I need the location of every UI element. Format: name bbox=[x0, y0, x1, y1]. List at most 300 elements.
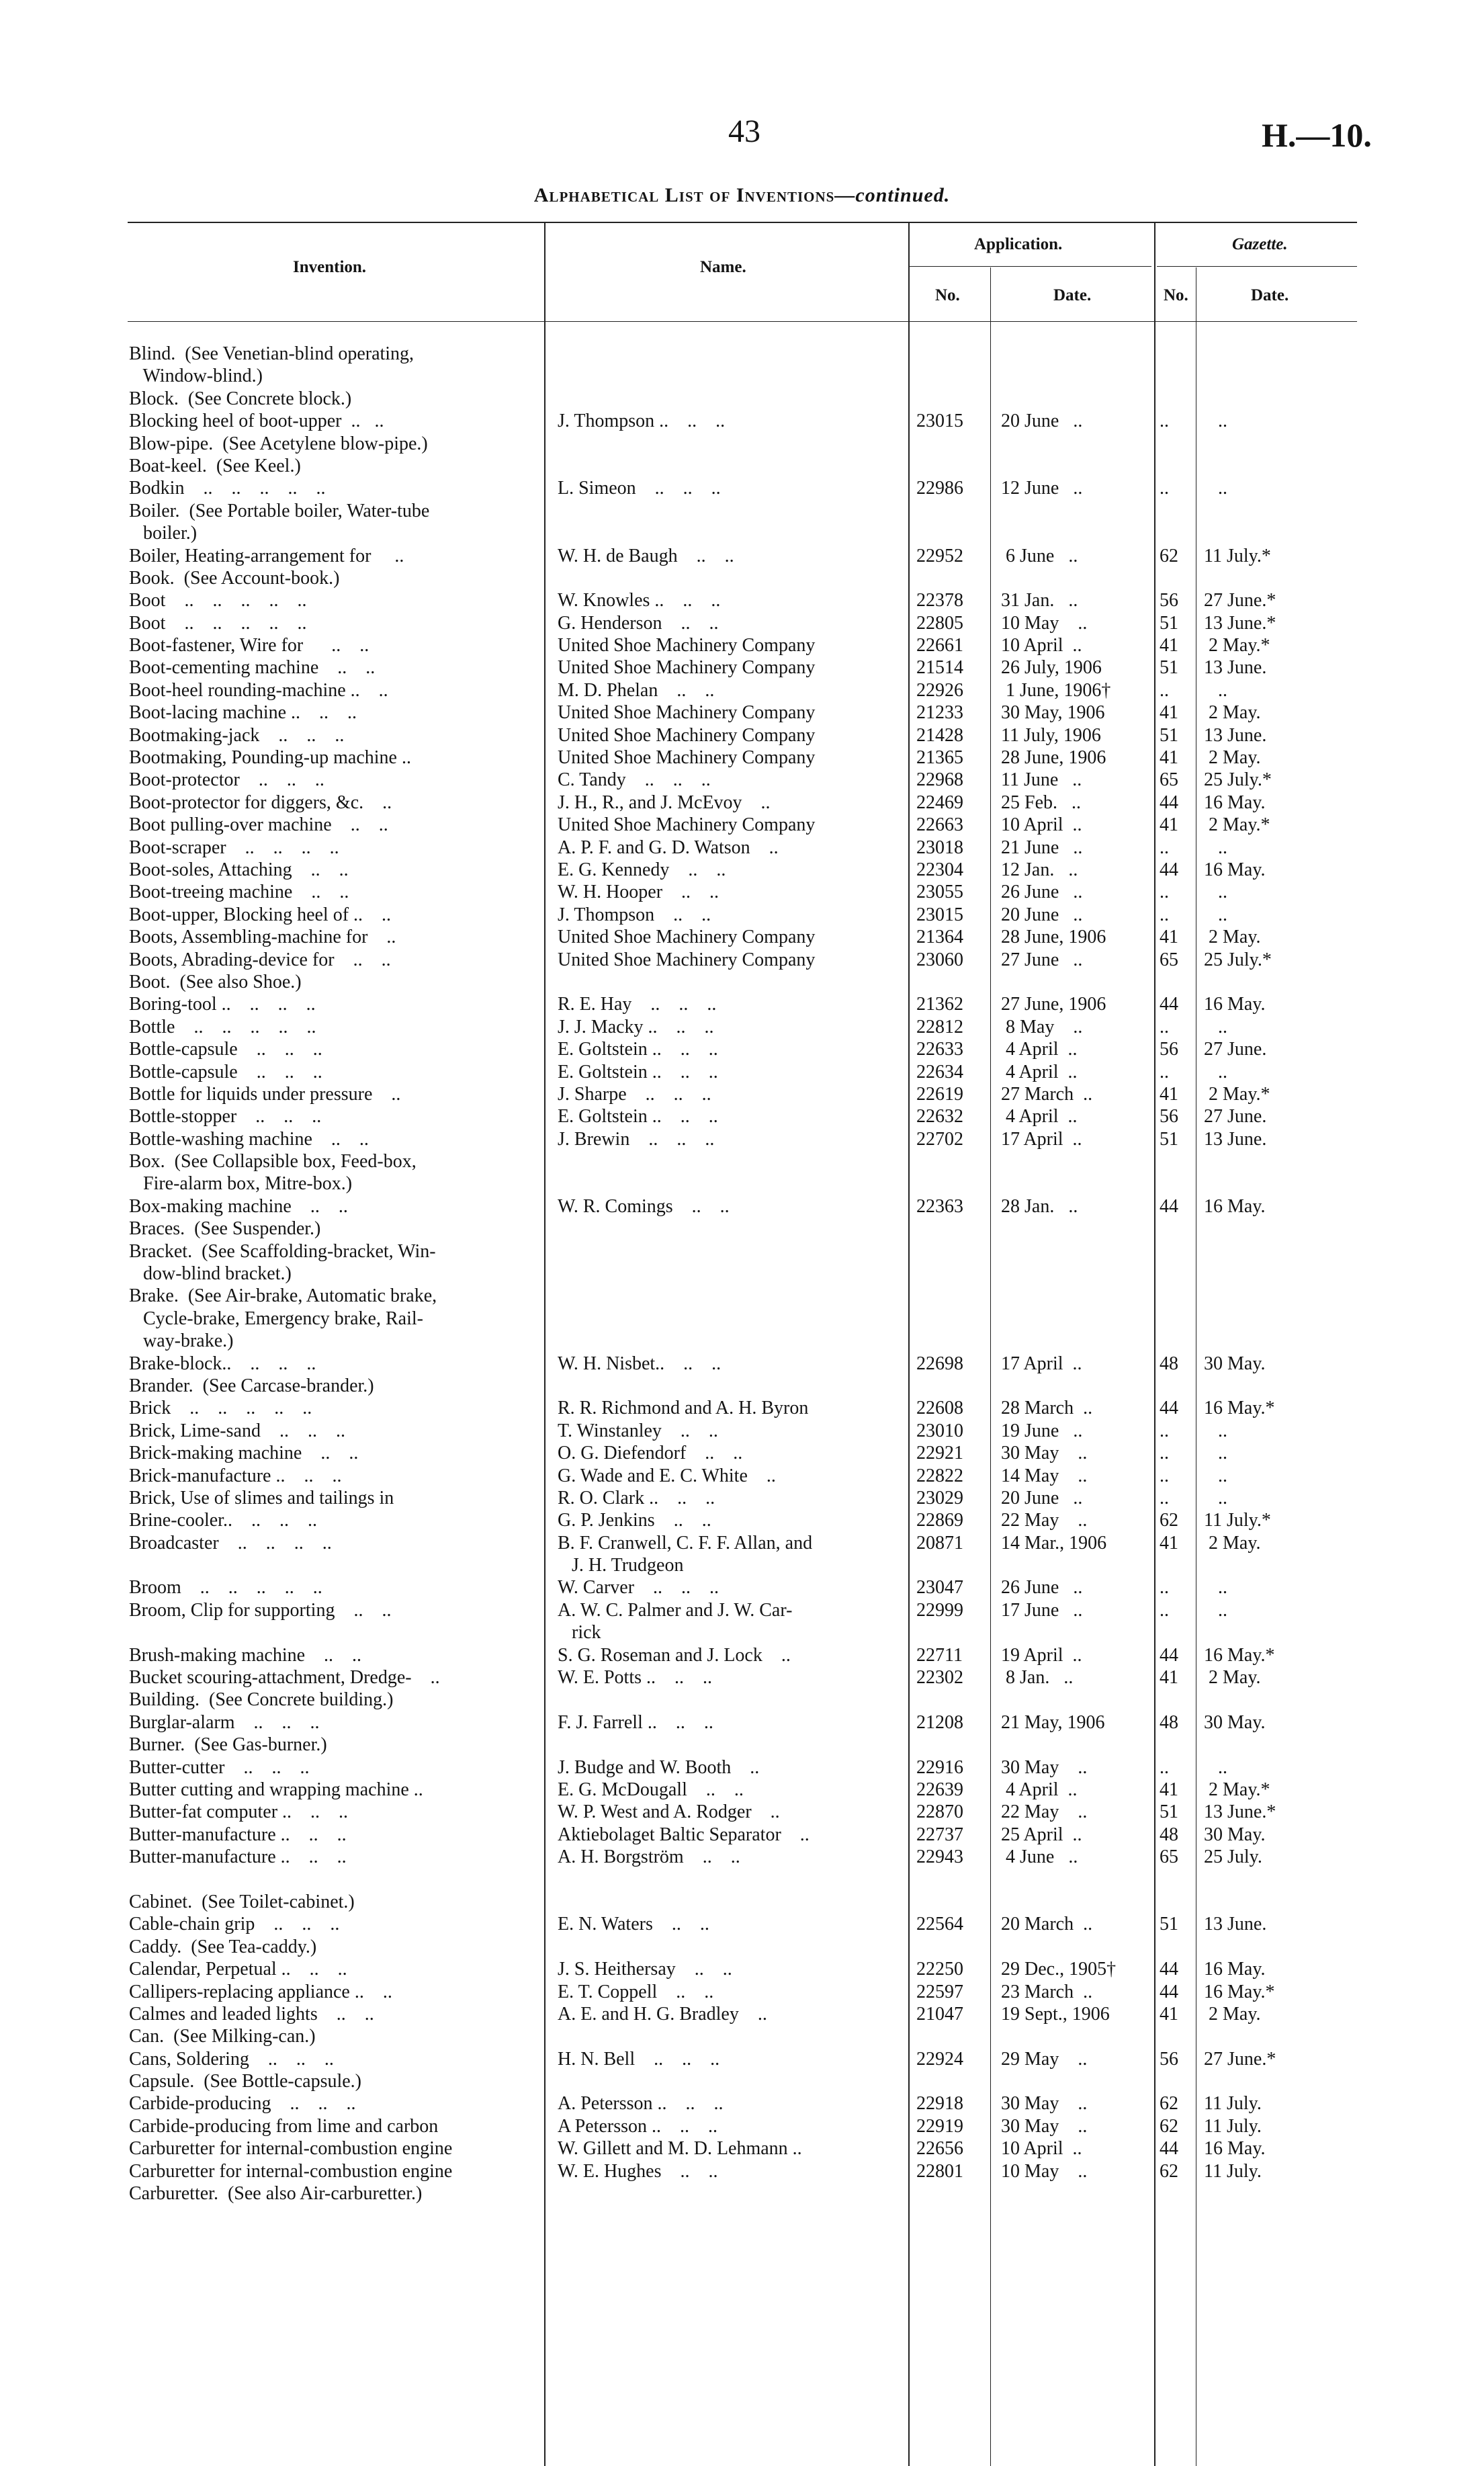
gazette-no-cell: 41 bbox=[1160, 814, 1178, 836]
invention-cell: Boots, Abrading-device for .. .. bbox=[129, 949, 391, 970]
gazette-no-cell: 48 bbox=[1160, 1711, 1178, 1733]
table-row bbox=[0, 2048, 1484, 2070]
invention-cell: Brake-block.. .. .. .. bbox=[129, 1353, 316, 1374]
gazette-no-cell: 62 bbox=[1160, 2093, 1178, 2115]
gazette-date-cell: .. bbox=[1204, 478, 1227, 499]
header-gaz-no: No. bbox=[1164, 286, 1188, 304]
gazette-date-cell: 11 July.* bbox=[1204, 1510, 1271, 1531]
name-cell: A Petersson .. .. .. bbox=[558, 2115, 717, 2137]
gazette-date-cell: 13 June.* bbox=[1204, 612, 1276, 634]
app-no-cell: 21364 bbox=[916, 927, 963, 948]
app-date-cell: 10 April .. bbox=[1001, 635, 1082, 656]
invention-cell: Bucket scouring-attachment, Dredge- .. bbox=[129, 1667, 440, 1689]
invention-cell: Braces. (See Suspender.) bbox=[129, 1218, 321, 1240]
table-row bbox=[0, 433, 1484, 455]
name-cell: United Shoe Machinery Company bbox=[558, 635, 816, 656]
gazette-no-cell: 51 bbox=[1160, 612, 1178, 634]
gazette-no-cell: 44 bbox=[1160, 859, 1178, 880]
gazette-date-cell: 2 May. bbox=[1204, 747, 1261, 769]
name-cell: B. F. Cranwell, C. F. F. Allan, and bbox=[558, 1532, 813, 1554]
gazette-no-cell: 48 bbox=[1160, 1824, 1178, 1845]
app-no-cell: 22698 bbox=[916, 1353, 963, 1374]
invention-cell: Blow-pipe. (See Acetylene blow-pipe.) bbox=[129, 433, 428, 454]
table-row bbox=[0, 1711, 1484, 1734]
app-no-cell: 21047 bbox=[916, 2003, 963, 2025]
table-row bbox=[0, 679, 1484, 701]
gazette-date-cell: 13 June. bbox=[1204, 657, 1267, 679]
table-row bbox=[0, 634, 1484, 656]
table-row bbox=[0, 567, 1484, 589]
invention-cell: Boat-keel. (See Keel.) bbox=[129, 455, 301, 476]
invention-cell: Butter-manufacture .. .. .. bbox=[129, 1846, 347, 1868]
app-no-cell: 22564 bbox=[916, 1914, 963, 1935]
table-row bbox=[0, 1195, 1484, 1218]
invention-cell: Block. (See Concrete block.) bbox=[129, 388, 352, 409]
app-no-cell: 22869 bbox=[916, 1510, 963, 1531]
gazette-no-cell: .. bbox=[1160, 882, 1169, 903]
table-row bbox=[0, 1308, 1484, 1330]
invention-cell: Book. (See Account-book.) bbox=[129, 567, 340, 589]
gazette-no-cell: 51 bbox=[1160, 1914, 1178, 1935]
gazette-date-cell: 16 May.* bbox=[1204, 1398, 1275, 1419]
invention-cell: Callipers-replacing appliance .. .. bbox=[129, 1981, 392, 2002]
header-app-date: Date. bbox=[1053, 286, 1092, 304]
app-no-cell: 22656 bbox=[916, 2138, 963, 2160]
app-date-cell: 22 May .. bbox=[1001, 1510, 1088, 1531]
table-row bbox=[0, 1824, 1484, 1846]
page-subtitle bbox=[0, 184, 1484, 207]
gazette-date-cell: .. bbox=[1204, 904, 1227, 925]
table-row bbox=[0, 1891, 1484, 1913]
app-no-cell: 22661 bbox=[916, 635, 963, 656]
app-no-cell: 22919 bbox=[916, 2115, 963, 2137]
app-no-cell: 21362 bbox=[916, 994, 963, 1015]
app-date-cell: 4 April .. bbox=[1001, 1106, 1078, 1128]
table-row bbox=[0, 1061, 1484, 1083]
table-row bbox=[0, 1756, 1484, 1779]
table-row bbox=[0, 388, 1484, 410]
app-date-cell: 11 July, 1906 bbox=[1001, 724, 1101, 746]
gazette-date-cell: .. bbox=[1204, 1487, 1227, 1508]
invention-cell: way-brake.) bbox=[129, 1330, 234, 1352]
invention-cell: Brick-manufacture .. .. .. bbox=[129, 1465, 342, 1486]
name-cell: United Shoe Machinery Company bbox=[558, 747, 816, 769]
name-cell: G. Henderson .. .. bbox=[558, 612, 719, 634]
app-date-cell: 1 June, 1906† bbox=[1001, 679, 1111, 701]
invention-cell: Carbide-producing from lime and carbon bbox=[129, 2115, 439, 2137]
gazette-date-cell: 16 May.* bbox=[1204, 1644, 1275, 1666]
gazette-no-cell: .. bbox=[1160, 478, 1169, 499]
app-no-cell: 22926 bbox=[916, 679, 963, 701]
table-row bbox=[0, 477, 1484, 499]
app-no-cell: 22805 bbox=[916, 612, 963, 634]
app-no-cell: 22634 bbox=[916, 1061, 963, 1082]
name-cell: S. G. Roseman and J. Lock .. bbox=[558, 1644, 791, 1666]
invention-cell: Bracket. (See Scaffolding-bracket, Win- bbox=[129, 1240, 436, 1262]
app-date-cell: 8 Jan. .. bbox=[1001, 1667, 1074, 1689]
invention-cell: Brick .. .. .. .. .. bbox=[129, 1398, 312, 1419]
table-row bbox=[0, 724, 1484, 747]
app-date-cell: 4 June .. bbox=[1001, 1846, 1078, 1868]
app-no-cell: 22952 bbox=[916, 545, 963, 566]
app-no-cell: 22737 bbox=[916, 1824, 963, 1845]
invention-cell: Bottle for liquids under pressure .. bbox=[129, 1083, 401, 1105]
invention-cell: Boiler. (See Portable boiler, Water-tube bbox=[129, 500, 430, 521]
invention-cell: Blind. (See Venetian-blind operating, bbox=[129, 343, 414, 364]
gazette-date-cell: 16 May. bbox=[1204, 792, 1266, 813]
name-cell: W. E. Hughes .. .. bbox=[558, 2160, 718, 2182]
app-date-cell: 30 May .. bbox=[1001, 2115, 1088, 2137]
app-date-cell: 21 June .. bbox=[1001, 837, 1083, 858]
app-date-cell: 4 April .. bbox=[1001, 1779, 1078, 1800]
app-date-cell: 17 June .. bbox=[1001, 1599, 1083, 1621]
table-row bbox=[0, 410, 1484, 432]
invention-cell: Calendar, Perpetual .. .. .. bbox=[129, 1959, 347, 1980]
app-date-cell: 30 May .. bbox=[1001, 1443, 1088, 1464]
invention-cell: Fire-alarm box, Mitre-box.) bbox=[129, 1173, 353, 1195]
invention-cell: Butter-manufacture .. .. .. bbox=[129, 1824, 347, 1845]
name-cell: H. N. Bell .. .. .. bbox=[558, 2048, 720, 2070]
gazette-date-cell: 13 June. bbox=[1204, 1128, 1267, 1150]
app-date-cell: 17 April .. bbox=[1001, 1128, 1082, 1150]
gazette-date-cell: 30 May. bbox=[1204, 1711, 1266, 1733]
table-row bbox=[0, 500, 1484, 522]
invention-cell: Building. (See Concrete building.) bbox=[129, 1689, 394, 1711]
gazette-no-cell: 44 bbox=[1160, 1644, 1178, 1666]
name-cell: United Shoe Machinery Company bbox=[558, 702, 816, 724]
invention-cell: Boot. (See also Shoe.) bbox=[129, 971, 302, 992]
table-row bbox=[0, 2092, 1484, 2115]
invention-cell: Box. (See Collapsible box, Feed-box, bbox=[129, 1151, 417, 1173]
app-date-cell: 6 June .. bbox=[1001, 545, 1078, 566]
gazette-date-cell: .. bbox=[1204, 1577, 1227, 1599]
table-row bbox=[0, 656, 1484, 679]
invention-cell: Butter cutting and wrapping machine .. bbox=[129, 1779, 423, 1800]
gazette-date-cell: .. bbox=[1204, 837, 1227, 858]
table-row bbox=[0, 2025, 1484, 2047]
invention-cell: Carbide-producing .. .. .. bbox=[129, 2093, 356, 2115]
invention-cell: Boot-lacing machine .. .. .. bbox=[129, 702, 357, 724]
name-cell: E. G. McDougall .. .. bbox=[558, 1779, 744, 1800]
gazette-no-cell: .. bbox=[1160, 1016, 1169, 1037]
table-row bbox=[0, 1150, 1484, 1173]
invention-cell: Boot-treeing machine .. .. bbox=[129, 882, 349, 903]
name-cell: E. G. Kennedy .. .. bbox=[558, 859, 726, 880]
gazette-no-cell: .. bbox=[1160, 904, 1169, 925]
gazette-date-cell: .. bbox=[1204, 882, 1227, 903]
invention-cell: Window-blind.) bbox=[129, 366, 263, 387]
app-date-cell: 20 June .. bbox=[1001, 411, 1083, 432]
name-cell: United Shoe Machinery Company bbox=[558, 927, 816, 948]
invention-cell: Boot-heel rounding-machine .. .. bbox=[129, 679, 388, 701]
app-date-cell: 30 May .. bbox=[1001, 1756, 1088, 1778]
app-no-cell: 22702 bbox=[916, 1128, 963, 1150]
name-cell: J. Thompson .. .. .. bbox=[558, 411, 726, 432]
table-row bbox=[0, 1599, 1484, 1621]
name-cell: E. T. Coppell .. .. bbox=[558, 1981, 714, 2002]
gazette-date-cell: 16 May. bbox=[1204, 1195, 1266, 1217]
gazette-date-cell: 25 July. bbox=[1204, 1846, 1262, 1868]
invention-cell: Burner. (See Gas-burner.) bbox=[129, 1734, 327, 1756]
app-date-cell: 14 May .. bbox=[1001, 1465, 1088, 1486]
invention-cell: Boot .. .. .. .. .. bbox=[129, 590, 307, 611]
gazette-date-cell: 2 May.* bbox=[1204, 635, 1270, 656]
name-cell: United Shoe Machinery Company bbox=[558, 814, 816, 836]
gazette-date-cell: 16 May. bbox=[1204, 994, 1266, 1015]
invention-cell: Calmes and leaded lights .. .. bbox=[129, 2003, 374, 2025]
invention-cell: Boot-scraper .. .. .. .. bbox=[129, 837, 339, 858]
name-cell: E. Goltstein .. .. .. bbox=[558, 1061, 718, 1082]
name-cell: T. Winstanley .. .. bbox=[558, 1420, 718, 1441]
table-row bbox=[0, 1038, 1484, 1060]
gazette-no-cell: 56 bbox=[1160, 1106, 1178, 1128]
invention-cell: Cans, Soldering .. .. .. bbox=[129, 2048, 334, 2070]
table-row bbox=[0, 2115, 1484, 2137]
table-row bbox=[0, 589, 1484, 611]
gazette-no-cell: .. bbox=[1160, 1599, 1169, 1621]
invention-cell: Broom .. .. .. .. .. bbox=[129, 1577, 322, 1599]
table-row bbox=[0, 1465, 1484, 1487]
app-no-cell: 23047 bbox=[916, 1577, 963, 1599]
app-date-cell: 19 Sept., 1906 bbox=[1001, 2003, 1110, 2025]
table-row bbox=[0, 612, 1484, 634]
invention-cell: Boot-protector .. .. .. bbox=[129, 769, 324, 791]
gazette-no-cell: .. bbox=[1160, 1487, 1169, 1508]
app-no-cell: 22921 bbox=[916, 1443, 963, 1464]
app-no-cell: 21428 bbox=[916, 724, 963, 746]
invention-cell: Broom, Clip for supporting .. .. bbox=[129, 1599, 392, 1621]
gazette-date-cell: 11 July. bbox=[1204, 2093, 1262, 2115]
gazette-no-cell: 41 bbox=[1160, 1532, 1178, 1554]
gazette-no-cell: 44 bbox=[1160, 994, 1178, 1015]
name-cell: J. Sharpe .. .. .. bbox=[558, 1083, 711, 1105]
gazette-date-cell: .. bbox=[1204, 679, 1227, 701]
gazette-date-cell: 11 July. bbox=[1204, 2160, 1262, 2182]
app-date-cell: 10 May .. bbox=[1001, 2160, 1088, 2182]
gazette-no-cell: 41 bbox=[1160, 747, 1178, 769]
app-date-cell: 21 May, 1906 bbox=[1001, 1711, 1105, 1733]
table-top-rule bbox=[128, 222, 1357, 223]
app-no-cell: 22633 bbox=[916, 1039, 963, 1060]
name-cell: Aktiebolaget Baltic Separator .. bbox=[558, 1824, 810, 1845]
app-date-cell: 10 April .. bbox=[1001, 814, 1082, 836]
gazette-no-cell: 44 bbox=[1160, 1981, 1178, 2002]
gazette-date-cell: .. bbox=[1204, 1599, 1227, 1621]
name-cell: J. Thompson .. .. bbox=[558, 904, 711, 925]
invention-cell: Brander. (See Carcase-brander.) bbox=[129, 1375, 374, 1396]
invention-cell: Bottle .. .. .. .. .. bbox=[129, 1016, 316, 1037]
invention-cell: Carburetter for internal-combustion engine bbox=[129, 2160, 453, 2182]
table-row bbox=[0, 1621, 1484, 1644]
name-cell: W. R. Comings .. .. bbox=[558, 1195, 730, 1217]
app-date-cell: 4 April .. bbox=[1001, 1061, 1078, 1082]
name-cell: J. Brewin .. .. .. bbox=[558, 1128, 715, 1150]
gazette-no-cell: 65 bbox=[1160, 1846, 1178, 1868]
header-gazette: Gazette. bbox=[1232, 235, 1288, 253]
app-no-cell: 20871 bbox=[916, 1532, 963, 1554]
name-cell: rick bbox=[558, 1622, 601, 1644]
app-no-cell: 22608 bbox=[916, 1398, 963, 1419]
gazette-no-cell: .. bbox=[1160, 1061, 1169, 1082]
app-no-cell: 22304 bbox=[916, 859, 963, 880]
gazette-date-cell: 25 July.* bbox=[1204, 769, 1272, 791]
table-row bbox=[0, 545, 1484, 567]
app-date-cell: 10 April .. bbox=[1001, 2138, 1082, 2160]
name-cell: W. Gillett and M. D. Lehmann .. bbox=[558, 2138, 802, 2160]
gazette-no-cell: .. bbox=[1160, 1420, 1169, 1441]
invention-cell: Capsule. (See Bottle-capsule.) bbox=[129, 2071, 362, 2092]
invention-cell: Cable-chain grip .. .. .. bbox=[129, 1914, 340, 1935]
table-row bbox=[0, 837, 1484, 859]
table-row bbox=[0, 769, 1484, 791]
gazette-no-cell: 51 bbox=[1160, 1128, 1178, 1150]
gazette-no-cell: 41 bbox=[1160, 2003, 1178, 2025]
table-row bbox=[0, 455, 1484, 477]
table-row bbox=[0, 1173, 1484, 1195]
name-cell: J. H., R., and J. McEvoy .. bbox=[558, 792, 771, 813]
invention-cell: Boot pulling-over machine .. .. bbox=[129, 814, 388, 836]
app-date-cell: 27 June, 1906 bbox=[1001, 994, 1106, 1015]
gazette-no-cell: .. bbox=[1160, 1577, 1169, 1599]
invention-cell: Carburetter for internal-combustion engine bbox=[129, 2138, 453, 2160]
app-date-cell: 28 June, 1906 bbox=[1001, 747, 1106, 769]
app-date-cell: 19 April .. bbox=[1001, 1644, 1082, 1666]
gazette-date-cell: 16 May. bbox=[1204, 1959, 1266, 1980]
app-date-cell: 17 April .. bbox=[1001, 1353, 1082, 1374]
table-row bbox=[0, 1487, 1484, 1509]
invention-cell: Bottle-washing machine .. .. bbox=[129, 1128, 369, 1150]
invention-cell: Blocking heel of boot-upper .. .. bbox=[129, 411, 384, 432]
app-no-cell: 22968 bbox=[916, 769, 963, 791]
table-row bbox=[0, 1936, 1484, 1958]
gazette-no-cell: .. bbox=[1160, 411, 1169, 432]
invention-cell: Bodkin .. .. .. .. .. bbox=[129, 478, 326, 499]
table-row bbox=[0, 1734, 1484, 1756]
gazette-date-cell: .. bbox=[1204, 1443, 1227, 1464]
app-date-cell: 11 June .. bbox=[1001, 769, 1082, 791]
invention-cell: Brick, Lime-sand .. .. .. bbox=[129, 1420, 345, 1441]
table-row bbox=[0, 1105, 1484, 1128]
invention-cell: Brick-making machine .. .. bbox=[129, 1443, 359, 1464]
table-row bbox=[0, 1442, 1484, 1464]
gazette-no-cell: 44 bbox=[1160, 792, 1178, 813]
app-no-cell: 22822 bbox=[916, 1465, 963, 1486]
gazette-date-cell: .. bbox=[1204, 1016, 1227, 1037]
invention-cell: Brick, Use of slimes and tailings in bbox=[129, 1487, 394, 1508]
app-date-cell: 20 June .. bbox=[1001, 904, 1083, 925]
name-cell: United Shoe Machinery Company bbox=[558, 724, 816, 746]
name-cell: A. E. and H. G. Bradley .. bbox=[558, 2003, 767, 2025]
table-row bbox=[0, 1644, 1484, 1666]
gazette-date-cell: 13 June. bbox=[1204, 1914, 1267, 1935]
name-cell: E. Goltstein .. .. .. bbox=[558, 1039, 718, 1060]
name-cell: A. H. Borgström .. .. bbox=[558, 1846, 740, 1868]
gazette-date-cell: .. bbox=[1204, 1061, 1227, 1082]
subtitle-continued: —continued. bbox=[834, 184, 951, 206]
table-row bbox=[0, 1689, 1484, 1711]
table-row bbox=[0, 1285, 1484, 1307]
gazette-date-cell: 2 May. bbox=[1204, 702, 1261, 724]
gazette-no-cell: 41 bbox=[1160, 702, 1178, 724]
gazette-no-cell: .. bbox=[1160, 1443, 1169, 1464]
app-date-cell: 20 March .. bbox=[1001, 1914, 1093, 1935]
app-date-cell: 10 May .. bbox=[1001, 612, 1088, 634]
table-row bbox=[0, 1263, 1484, 1285]
gazette-no-cell: 44 bbox=[1160, 1398, 1178, 1419]
name-cell: W. P. West and A. Rodger .. bbox=[558, 1801, 780, 1823]
gazette-no-cell: 44 bbox=[1160, 1959, 1178, 1980]
gazette-date-cell: 13 June.* bbox=[1204, 1801, 1276, 1823]
gazette-no-cell: 62 bbox=[1160, 2115, 1178, 2137]
app-date-cell: 25 April .. bbox=[1001, 1824, 1082, 1845]
app-no-cell: 23018 bbox=[916, 837, 963, 858]
table-row bbox=[0, 522, 1484, 544]
table-row bbox=[0, 1532, 1484, 1554]
table-row bbox=[0, 993, 1484, 1015]
header-app-no: No. bbox=[935, 286, 960, 304]
app-no-cell: 22363 bbox=[916, 1195, 963, 1217]
table-row bbox=[0, 1330, 1484, 1352]
app-date-cell: 12 Jan. .. bbox=[1001, 859, 1078, 880]
table-row bbox=[0, 1353, 1484, 1375]
app-no-cell: 23060 bbox=[916, 949, 963, 970]
table-row bbox=[0, 701, 1484, 724]
app-date-cell: 23 March .. bbox=[1001, 1981, 1093, 2002]
table-row bbox=[0, 859, 1484, 881]
gazette-date-cell: 2 May. bbox=[1204, 1667, 1261, 1689]
app-date-cell: 29 Dec., 1905† bbox=[1001, 1959, 1117, 1980]
name-cell: J. H. Trudgeon bbox=[558, 1555, 684, 1576]
gazette-date-cell: .. bbox=[1204, 1465, 1227, 1486]
gazette-no-cell: 51 bbox=[1160, 1801, 1178, 1823]
invention-cell: Carburetter. (See also Air-carburetter.) bbox=[129, 2183, 423, 2205]
gazette-no-cell: .. bbox=[1160, 679, 1169, 701]
app-date-cell: 28 Jan. .. bbox=[1001, 1195, 1078, 1217]
gazette-no-cell: 41 bbox=[1160, 635, 1178, 656]
gazette-date-cell: .. bbox=[1204, 1420, 1227, 1441]
invention-cell: Boot-cementing machine .. .. bbox=[129, 657, 376, 679]
gazette-no-cell: 56 bbox=[1160, 590, 1178, 611]
app-no-cell: 23015 bbox=[916, 411, 963, 432]
table-row bbox=[0, 926, 1484, 948]
app-no-cell: 22639 bbox=[916, 1779, 963, 1800]
table-header-rule bbox=[128, 321, 1357, 322]
app-date-cell: 14 Mar., 1906 bbox=[1001, 1532, 1107, 1554]
invention-cell: Boot-protector for diggers, &c. .. bbox=[129, 792, 392, 813]
app-date-cell: 20 June .. bbox=[1001, 1487, 1083, 1508]
table-row bbox=[0, 1509, 1484, 1531]
name-cell: O. G. Diefendorf .. .. bbox=[558, 1443, 743, 1464]
invention-cell: Boot-soles, Attaching .. .. bbox=[129, 859, 349, 880]
gazette-no-cell: 41 bbox=[1160, 927, 1178, 948]
gazette-no-cell: 65 bbox=[1160, 949, 1178, 970]
table-row bbox=[0, 1801, 1484, 1823]
name-cell: J. S. Heithersay .. .. bbox=[558, 1959, 732, 1980]
name-cell: L. Simeon .. .. .. bbox=[558, 478, 721, 499]
gazette-no-cell: .. bbox=[1160, 1465, 1169, 1486]
document-id: H.—10. bbox=[1262, 116, 1372, 154]
gazette-no-cell: 56 bbox=[1160, 1039, 1178, 1060]
app-no-cell: 22663 bbox=[916, 814, 963, 836]
table-row bbox=[0, 365, 1484, 387]
gazette-no-cell: 44 bbox=[1160, 1195, 1178, 1217]
table-row bbox=[0, 1016, 1484, 1038]
name-cell: R. O. Clark .. .. .. bbox=[558, 1487, 715, 1508]
app-no-cell: 22619 bbox=[916, 1083, 963, 1105]
app-no-cell: 23010 bbox=[916, 1420, 963, 1441]
invention-cell: Butter-cutter .. .. .. bbox=[129, 1756, 310, 1778]
app-date-cell: 30 May .. bbox=[1001, 2093, 1088, 2115]
